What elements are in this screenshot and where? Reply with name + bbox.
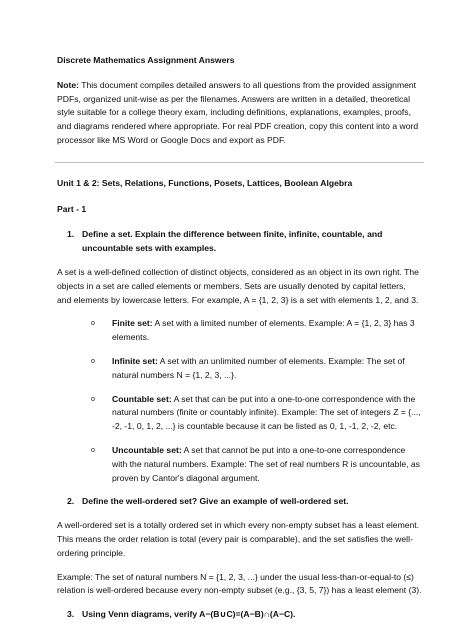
unit-heading: Unit 1 & 2: Sets, Relations, Functions, Posets, Lattices, Boolean Algebra bbox=[57, 177, 353, 188]
list-item bbox=[57, 317, 422, 345]
set-types-list bbox=[57, 317, 422, 485]
list-item-text: A set that can be put into a one-to-one correspondence with the natural numbers (finite or countably infinite). Example: The set of integers Z = {..., -2, -1, 0, 1, 2, ...} is countable because it can be listed as 0, 1, -1, 2, -2, etc. bbox=[112, 393, 421, 432]
bullet-marker: o bbox=[91, 395, 95, 403]
list-item-text: A set with a limited number of elements. Example: A = {1, 2, 3} has 3 elements. bbox=[112, 318, 415, 343]
list-item-text: A set that cannot be put into a one-to-one correspondence with the natural numbers. Example: The set of real numbers R is uncountable, as proven by Cantor's diagonal argument. bbox=[112, 444, 420, 483]
list-item bbox=[57, 393, 422, 434]
list-item-term: Infinite set: bbox=[112, 355, 158, 366]
document-body bbox=[57, 54, 422, 632]
list-item-text: A set with an unlimited number of elements. Example: The set of natural numbers N = {1, 2, 3, ...}. bbox=[112, 355, 405, 380]
note-paragraph bbox=[57, 79, 422, 148]
example-paragraph: Example: The set of natural numbers N = {1, 2, 3, ...} under the usual less-than-or-equal-to (≤) relation is well-ordered because every non-empty subset (e.g., {3, 5, 7}) has a least element (3). bbox=[57, 571, 422, 596]
note-text: This document compiles detailed answers to all questions from the provided assignment PDFs, organized unit-wise as per the filenames. Answers are written in a detailed, theoretical style suitable for a college theory exam, including definitions, explanations, examples, proofs, and diagrams rendered where appropriate. For real PDF creation, copy this content into a word processor like MS Word or Google Docs and export as PDF. bbox=[57, 79, 419, 145]
question-text: Define the well-ordered set? Give an example of well-ordered set. bbox=[82, 496, 349, 507]
list-item-term: Countable set: bbox=[112, 393, 172, 404]
bullet-marker: o bbox=[91, 357, 95, 365]
question-text: Define a set. Explain the difference between finite, infinite, countable, and uncountable sets with examples. bbox=[82, 229, 383, 254]
question-2 bbox=[57, 495, 422, 509]
bullet-marker: o bbox=[91, 320, 95, 328]
note-label: Note: bbox=[57, 79, 79, 90]
list-item-term: Finite set: bbox=[112, 318, 153, 329]
horizontal-divider bbox=[55, 162, 424, 163]
question-3 bbox=[57, 608, 422, 622]
question-number: 3. bbox=[67, 609, 75, 620]
bullet-marker: o bbox=[91, 446, 95, 454]
question-number: 1. bbox=[67, 229, 75, 240]
answer-paragraph: A set is a well-defined collection of distinct objects, considered as an object in its own right. The objects in a set are called elements or members. Sets are usually denoted by capital letters, and elements by lowercase letters. For example, A = {1, 2, 3} is a set with elements 1, 2, and 3. bbox=[57, 266, 419, 305]
list-item bbox=[57, 355, 422, 383]
list-item bbox=[57, 444, 422, 485]
answer-paragraph: A well-ordered set is a totally ordered set in which every non-empty subset has a least element. This means the order relation is total (every pair is comparable), and the set satisfies the well-ordering principle. bbox=[57, 520, 420, 558]
part-label: Part - 1 bbox=[57, 203, 87, 214]
list-item-term: Uncountable set: bbox=[112, 444, 182, 455]
question-text: Using Venn diagrams, verify A−(B∪C)=(A−B)∩(A−C). bbox=[82, 609, 296, 620]
question-number: 2. bbox=[67, 496, 75, 507]
document-title: Discrete Mathematics Assignment Answers bbox=[57, 55, 235, 65]
question-1 bbox=[57, 228, 422, 256]
